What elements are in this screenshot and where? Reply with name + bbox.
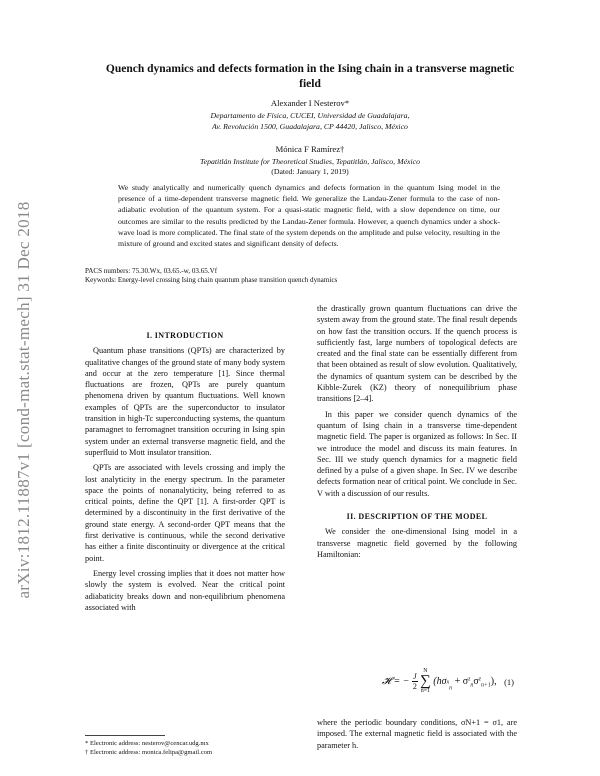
author-1-name: Alexander I Nesterov* [270, 98, 350, 108]
arxiv-stamp: arXiv:1812.11887v1 [cond-mat.stat-mech] 31 Dec 2018 [14, 201, 33, 599]
intro-paragraph-1: Quantum phase transitions (QPTs) are characterized by qualitative changes of the ground state of many body system and occur at the zero temperature [1]. Since thermal fluctuations are frozen, QPTs are purely quantum phenomena driven by quantum fluctuations. Well known examples of QPTs are the superconductor to insulator transition in high-Tc superconducting systems, the quantum paramagnet to ferromagnet transition occuring in Ising spin system under an external transverse magnetic field, and the superfluid to Mott insulator transition. [85, 346, 286, 457]
dated-line: (Dated: January 1, 2019) [271, 167, 349, 176]
equation-hamiltonian-terms: (hσ [433, 675, 447, 687]
summation-sign: N ∑ n=1 [420, 668, 431, 694]
fraction-denominator: 2 [412, 682, 417, 691]
model-paragraph-1: We consider the one-dimensional Ising model in a transverse magnetic field governed by the following Hamiltonian: [317, 527, 517, 559]
keywords: Keywords: Energy-level crossing Ising chain quantum phase transition quench dynamics [85, 276, 338, 284]
section-2-heading: II. DESCRIPTION OF THE MODEL [346, 512, 488, 522]
footnotes [85, 735, 285, 757]
section-1-heading: I. INTRODUCTION [146, 331, 224, 340]
intro-paragraph-4: the drastically grown quantum fluctuations can drive the system away from the ground state. The final result depends on how fast the transition occurs. If the quench process is sufficiently fast, large numbers of topological defects are created and the final state can be essentially different from that been obtained as result of slow evolution. Qualitatively, the dynamics of quantum system can be described by the Kibble-Zurek (KZ) theory of nonequilibrium phase transitions [2–4]. [317, 304, 517, 404]
footnote-rule [85, 735, 165, 736]
sum-lower: n=1 [420, 688, 431, 694]
paper-title: Quench dynamics and defects formation in the Ising chain in a transverse magnetic field [105, 63, 515, 90]
author-1-affiliation-line2: Av. Revolución 1500, Guadalajara, CP 44420, Jalisco, México [212, 122, 408, 131]
sum-upper: N [423, 668, 428, 674]
equation-1 [320, 662, 516, 702]
author-2-affiliation: Tepatitlán Institute for Theoretical Studies, Tepatitlán, Jalisco, México [199, 157, 421, 166]
footnote-2: † Electronic address: monica.felipa@gmail.com [85, 749, 213, 756]
footnote-1: * Electronic address: nesterov@cencar.udg.mx [85, 740, 209, 747]
equation-body: 𝓗 = − $\frac{J}{2}$ N ∑ n=1 $(h\sigma_{^x_n} + \sigma^z_n\sigma^z_{n+1})$, [382, 668, 497, 694]
equation-fraction [412, 672, 418, 691]
abstract: We study analytically and numerically quench dynamics and defects formation in the quantum Ising model in the presence of a time-dependent transverse magnetic field. We generalize the Landau-Zener formula to the case of non-adiabatic evolution of the quantum system. For a quasi-static magnetic field, with a slow dependence on time, our outcomes are similar to the results predicted by the Landau-Zener formula. However, a quench dynamics under a shock-wave load is more complicated. The final state of the system depends on the amplitude and pulse velocity, resulting in the mixture of ground and excited states and significant density of defects. [118, 183, 500, 249]
left-column [85, 330, 285, 617]
intro-paragraph-5: In this paper we consider quench dynamics of the quantum of Ising chain in a transverse time-dependent magnetic field. The paper is organized as follows: In Sec. II we introduce the model and discuss its main features. In Sec. III we study quench dynamics for a magnetic field defined by a pulse of a given shape. In Sec. IV we describe defects formation near of critical point. We conclude in Sec. V with a discussion of our results. [317, 409, 517, 498]
author-1-affiliation-line1: Departamento de Física, CUCEI, Universidad de Guadalajara, [210, 111, 410, 120]
fraction-numerator: J [413, 672, 417, 681]
equation-lhs: 𝓗 = − [382, 675, 410, 687]
right-column [317, 303, 517, 564]
right-column-continued [317, 717, 517, 755]
model-paragraph-2: where the periodic boundary conditions, σN+1 = σ1, are imposed. The external magnetic field is associated with the parameter h. [317, 718, 517, 750]
pacs-numbers: PACS numbers: 75.30.Wx, 03.65.-w, 03.65.Vf [85, 267, 218, 275]
equation-number: (1) [504, 677, 514, 687]
intro-paragraph-2: QPTs are associated with levels crossing and imply the lost analyticity in the energy spectrum. In the parameter space the points of nonanalyticity, being referred to as critical points, define the QPT [1]. A first-order QPT is determined by a discontinuity in the first derivative of the ground state energy. A second-order QPT means that the first derivative is continuous, while the second derivative has either a finite discontinuity or divergence at the critical point. [85, 463, 285, 563]
intro-paragraph-3: Energy level crossing implies that it does not matter how slowly the system is evolved. Near the critical point adiabaticity breaks down and non-equilibrium phenomena associated with [85, 568, 285, 612]
author-2-name: Mónica F Ramírez† [275, 144, 345, 154]
